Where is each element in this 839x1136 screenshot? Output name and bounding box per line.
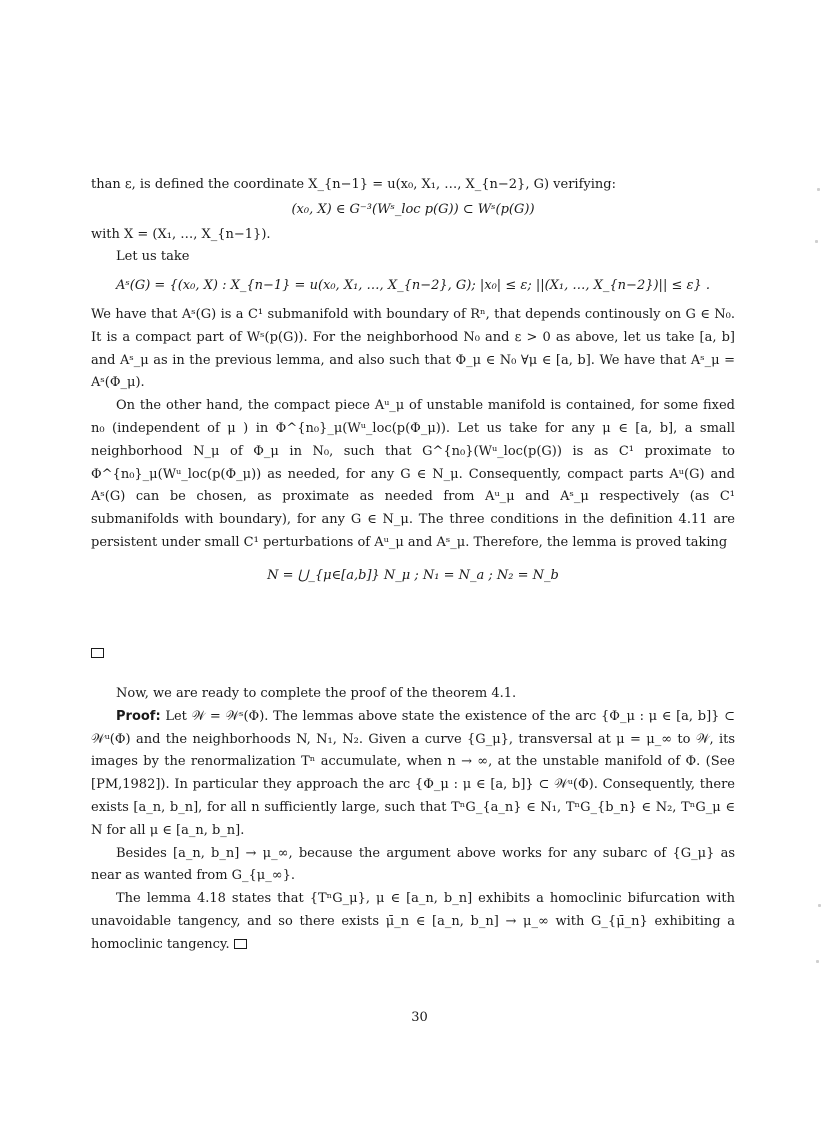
equation: (x₀, X) ∈ G⁻³(Wˢ_loc p(G)) ⊂ Wˢ(p(G)): [291, 201, 535, 217]
margin-mark: [818, 904, 821, 907]
closing-text: The lemma 4.18 states that {TⁿG_μ}, μ ∈ [a_n, b_n] exhibits a homoclinic bifurcation with unavoidable tangency, and so there exists μ̄_n ∈ [a_n, b_n] → μ_∞ with G_{μ̄_n} exhibiting a homoclinic tangency.: [91, 891, 735, 952]
proof-text: Let 𝒲 = 𝒲ˢ(Φ). The lemmas above state the existence of the arc {Φ_μ : μ ∈ [a, b]} ⊂ 𝒲ᵘ(Φ) and the neighborhoods N, N₁, N₂. Given a curve {G_μ}, transversal at μ = μ_∞ to 𝒲, its images by the renormalization Tⁿ accumulate, when n → ∞, at the unstable manifold of Φ. (See [PM,1982]). In particular they approach the arc {Φ_μ : μ ∈ [a, b]} ⊂ 𝒲ᵘ(Φ). Consequently, there exists [a_n, b_n], for all n sufficiently large, such that TⁿG_{a_n} ∈ N₁, TⁿG_{b_n} ∈ N₂, TⁿG_μ ∈ N for all μ ∈ [a_n, b_n].: [91, 708, 735, 838]
paragraph: Let us take: [116, 249, 190, 265]
paragraph: Besides [a_n, b_n] → μ_∞, because the argument above works for any subarc of {G_μ} as near as wanted from G_{μ_∞}.: [91, 845, 735, 884]
proof-paragraph: [91, 706, 735, 843]
equation: Aˢ(G) = {(x₀, X) : X_{n−1} = u(x₀, X₁, …, X_{n−2}, G); |x₀| ≤ ε; ||(X₁, …, X_{n−2})|| ≤ ε} .: [116, 278, 710, 294]
equation: N = ⋃_{μ∈[a,b]} N_μ ; N₁ = N_a ; N₂ = N_b: [267, 567, 559, 583]
top-section: [91, 174, 735, 598]
paragraph: [91, 888, 735, 956]
margin-mark: [817, 188, 820, 191]
qed-box-icon: [91, 648, 104, 658]
paragraph: than ε, is defined the coordinate X_{n−1} = u(x₀, X₁, …, X_{n−2}, G) verifying:: [91, 177, 616, 192]
paragraph: We have that Aˢ(G) is a C¹ submanifold with boundary of Rⁿ, that depends continously on G ∈ N₀. It is a compact part of Wˢ(p(G)). For the neighborhood N₀ and ε > 0 as above, let us take [a, b] and Aˢ_μ as in the previous lemma, and also such that Φ_μ ∈ N₀ ∀μ ∈ [a, b]. We have that Aˢ_μ = Aˢ(Φ_μ).: [91, 306, 735, 391]
qed-box-icon: [234, 939, 247, 949]
bottom-section: [91, 683, 735, 957]
margin-mark: [815, 240, 818, 243]
paragraph: Now, we are ready to complete the proof of the theorem 4.1.: [116, 686, 517, 701]
page-number: 30: [411, 1010, 428, 1025]
margin-mark: [816, 960, 819, 963]
paragraph: On the other hand, the compact piece Aᵘ_μ of unstable manifold is contained, for some fixed n₀ (independent of μ ) in Φ^{n₀}_μ(Wᵘ_loc(p(Φ_μ)). Let us take for any μ ∈ [a, b], a small neighborhood N_μ of Φ_μ in N₀, such that G^{n₀}(Wᵘ_loc(p(G)) is as C¹ proximate to Φ^{n₀}_μ(Wᵘ_loc(p(Φ_μ)) as needed, for any G ∈ N_μ. Consequently, compact parts Aᵘ(G) and Aˢ(G) can be chosen, as proximate as needed from Aᵘ_μ and Aˢ_μ respectively (as C¹ submanifolds with boundary), for any G ∈ N_μ. The three conditions in the definition 4.11 are persistent under small C¹ perturbations of Aᵘ_μ and Aˢ_μ. Therefore, the lemma is proved taking: [91, 398, 735, 550]
paragraph: with X = (X₁, …, X_{n−1}).: [91, 226, 271, 242]
proof-label: Proof:: [116, 708, 161, 724]
